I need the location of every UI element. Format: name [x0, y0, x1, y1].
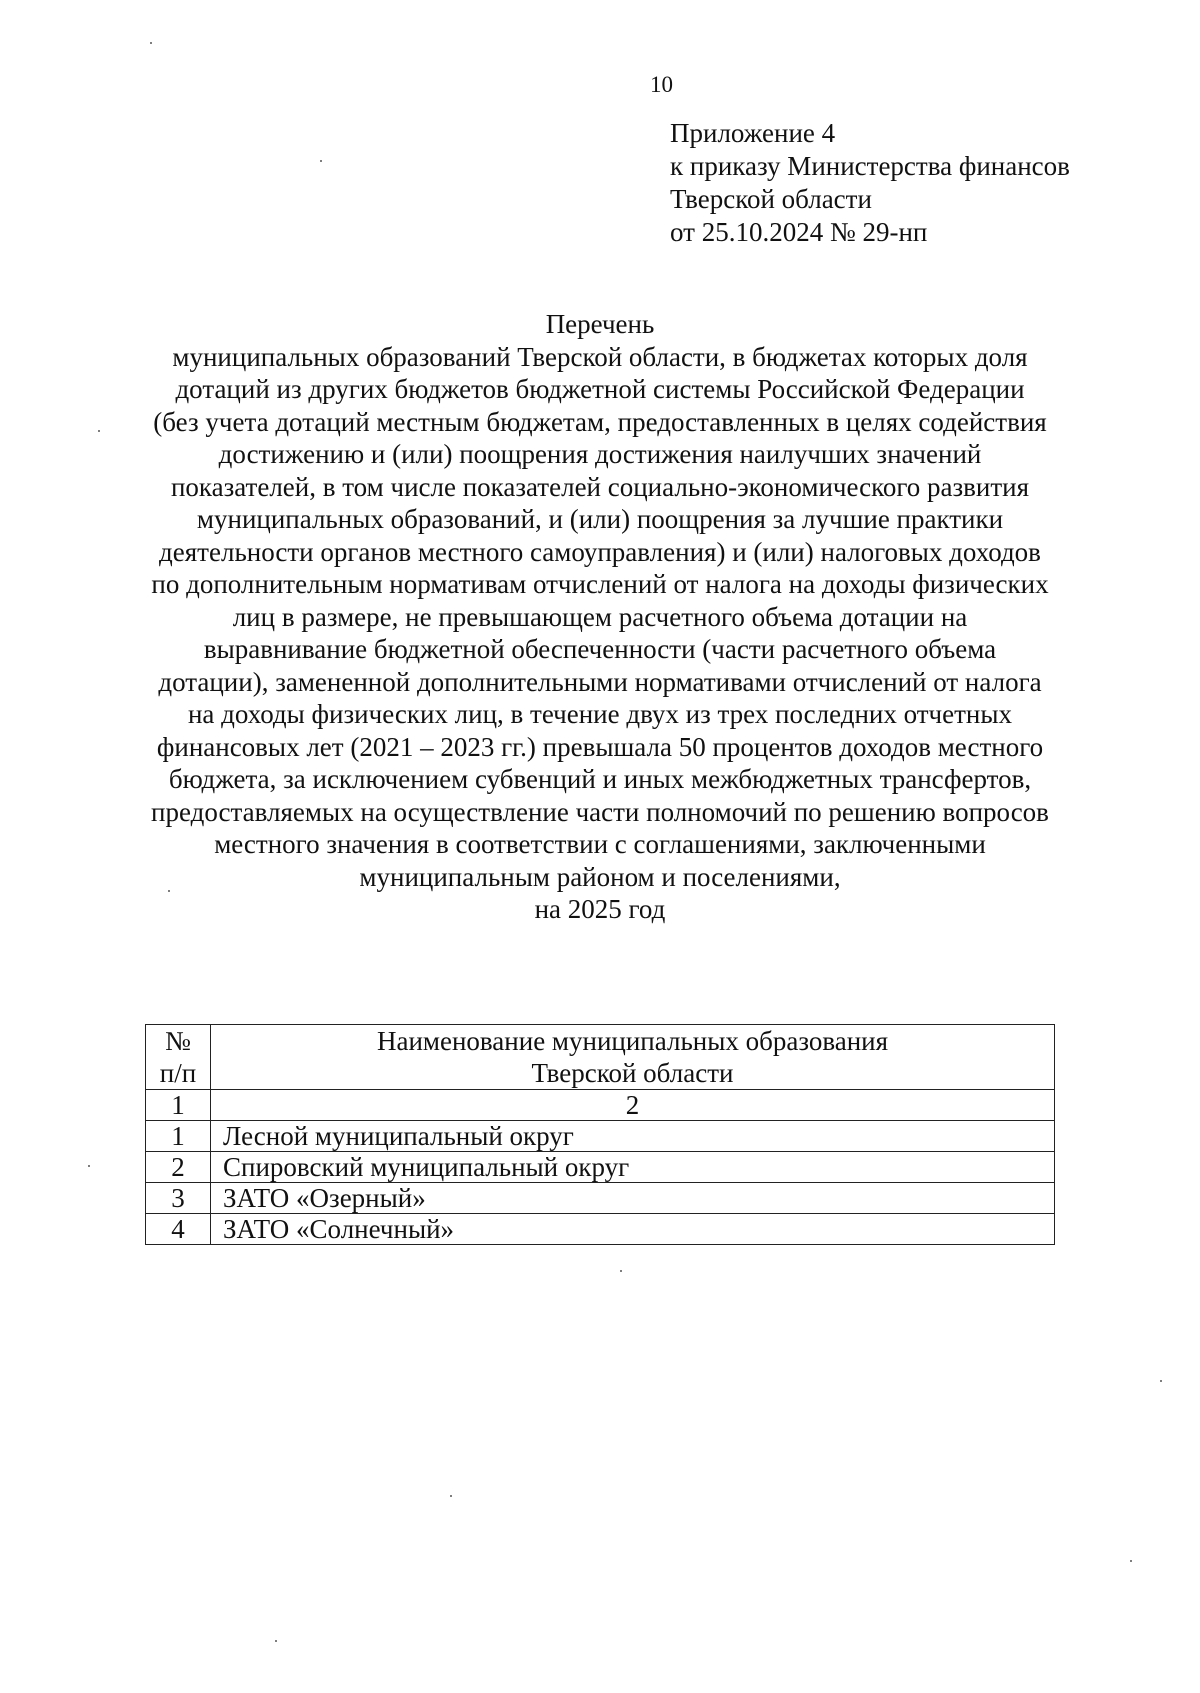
- table-row: [146, 1214, 1055, 1245]
- header-name-line: Тверской области: [531, 1058, 734, 1088]
- title-line: Перечень: [545, 309, 655, 339]
- scan-speck: [150, 42, 152, 44]
- title-line: дотаций из других бюджетов бюджетной системы Российской Федерации: [175, 374, 1025, 404]
- row-number-cell: 3: [146, 1183, 211, 1214]
- scan-speck: [1130, 1560, 1132, 1562]
- table-header-row: [146, 1025, 1055, 1090]
- title-line: деятельности органов местного самоуправления) и (или) налоговых доходов: [159, 536, 1041, 567]
- scan-speck: [275, 1640, 277, 1642]
- scan-speck: [168, 890, 170, 892]
- appendix-line: от 25.10.2024 № 29-нп: [670, 217, 928, 247]
- row-number-cell: 2: [146, 1152, 211, 1183]
- row-name-cell: ЗАТО «Солнечный»: [211, 1214, 1055, 1245]
- row-name-cell: Лесной муниципальный округ: [211, 1121, 1055, 1152]
- header-num-cell: [146, 1025, 211, 1090]
- scan-speck: [88, 1165, 90, 1167]
- title-line: финансовых лет (2021 – 2023 гг.) превышала 50 процентов доходов местного: [156, 731, 1044, 762]
- title-line: предоставляемых на осуществление части полномочий по решению вопросов: [151, 796, 1049, 827]
- table-row: [146, 1152, 1055, 1183]
- appendix-line: Тверской области: [670, 184, 872, 214]
- appendix-line: Приложение 4: [670, 118, 836, 148]
- title-line: показателей, в том числе показателей социально-экономического развития: [170, 471, 1030, 502]
- title-line: (без учета дотаций местным бюджетам, предоставленных в целях содействия: [153, 406, 1047, 437]
- scan-speck: [450, 1495, 452, 1497]
- title-line: местного значения в соответствии с соглашениями, заключенными: [214, 829, 986, 859]
- document-title: [0, 308, 1200, 926]
- title-line: на доходы физических лиц, в течение двух из трех последних отчетных: [187, 699, 1012, 729]
- column-number-row: [146, 1090, 1055, 1121]
- row-number-cell: 1: [146, 1121, 211, 1152]
- title-line: муниципальных образований, и (или) поощрения за лучшие практики: [196, 504, 1004, 534]
- table-row: [146, 1121, 1055, 1152]
- title-line: бюджета, за исключением субвенций и иных межбюджетных трансфертов,: [168, 764, 1032, 794]
- appendix-line: к приказу Министерства финансов: [670, 151, 1070, 181]
- appendix-block: [670, 117, 1070, 249]
- title-line: муниципальных образований Тверской области, в бюджетах которых доля: [172, 341, 1028, 372]
- title-line: по дополнительным нормативам отчислений от налога на доходы физических: [151, 569, 1049, 599]
- title-line: на 2025 год: [534, 894, 666, 924]
- municipalities-table: [145, 1024, 1055, 1245]
- title-line: лиц в размере, не превышающем расчетного объема дотации на: [232, 601, 968, 632]
- table-row: [146, 1183, 1055, 1214]
- header-name-cell: [211, 1025, 1055, 1090]
- header-num-line: п/п: [159, 1058, 197, 1088]
- title-line: дотации), замененной дополнительными нормативами отчислений от налога: [158, 666, 1042, 697]
- row-name-cell: Спировский муниципальный округ: [211, 1152, 1055, 1183]
- scan-speck: [1160, 1380, 1162, 1382]
- title-line: муниципальным районом и поселениями,: [359, 861, 841, 892]
- scan-speck: [620, 1270, 622, 1272]
- scan-speck: [320, 160, 322, 162]
- scan-speck: [98, 430, 100, 432]
- header-num-line: №: [165, 1026, 191, 1056]
- row-number-cell: 4: [146, 1214, 211, 1245]
- header-name-line: Наименование муниципальных образования: [376, 1026, 889, 1056]
- title-line: достижению и (или) поощрения достижения наилучших значений: [218, 439, 982, 469]
- title-line: выравнивание бюджетной обеспеченности (части расчетного объема: [203, 634, 997, 664]
- page-number: 10: [650, 72, 673, 97]
- row-name-cell: ЗАТО «Озерный»: [211, 1183, 1055, 1214]
- column-number-cell: 1: [146, 1090, 211, 1121]
- column-number-cell: 2: [211, 1090, 1055, 1121]
